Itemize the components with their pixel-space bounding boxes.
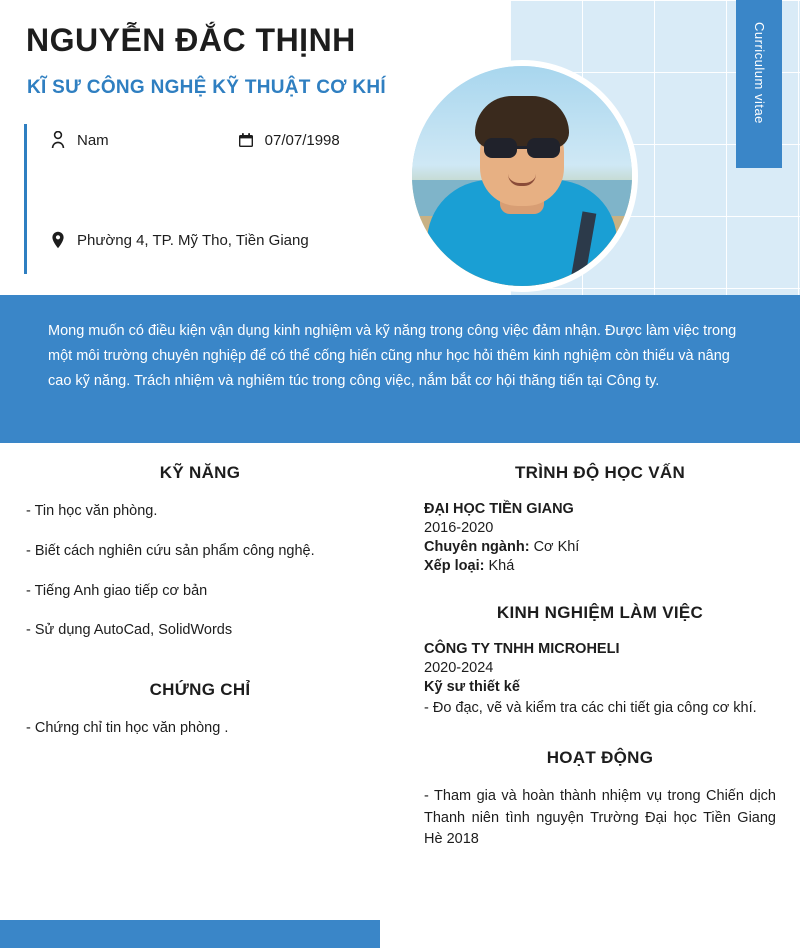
avatar <box>406 60 638 292</box>
section-title-education: TRÌNH ĐỘ HỌC VẤN <box>514 463 686 482</box>
skill-item: - Tin học văn phòng. <box>26 503 158 519</box>
portrait-photo <box>412 66 632 286</box>
info-row-personal <box>49 124 444 156</box>
experience-company: CÔNG TY TNHH MICROHELI <box>424 641 620 657</box>
education-major-label: Chuyên ngành: <box>424 539 530 555</box>
education-grade <box>424 558 776 574</box>
education-major-value: Cơ Khí <box>533 539 580 555</box>
curriculum-vitae-tab <box>736 0 782 168</box>
curriculum-vitae-label: Curriculum vitae <box>752 22 767 124</box>
experience-description: - Đo đạc, vẽ và kiểm tra các chi tiết gia công cơ khí. <box>424 700 757 716</box>
body-columns <box>0 443 800 921</box>
experience-role-label: Kỹ sư thiết kế <box>424 679 520 695</box>
skill-item: - Sử dụng AutoCad, SolidWords <box>26 622 233 639</box>
education-grade-value: Khá <box>488 558 515 574</box>
gender-value: Nam <box>77 131 109 149</box>
dob-value: 07/07/1998 <box>264 131 340 149</box>
page-title: NGUYỄN ĐẮC THỊNH <box>26 22 356 58</box>
education-years: 2016-2020 <box>424 520 494 536</box>
address-value: Phường 4, TP. Mỹ Tho, Tiền Giang <box>77 231 309 249</box>
skill-item: - Biết cách nghiên cứu sản phẩm công nghệ. <box>26 542 315 559</box>
education-school: ĐẠI HỌC TIỀN GIANG <box>424 501 574 517</box>
experience-years: 2020-2024 <box>424 660 494 676</box>
calendar-icon <box>237 130 255 150</box>
info-row-address <box>49 224 444 256</box>
right-column <box>400 443 800 921</box>
contact-info-block <box>24 124 444 274</box>
section-title-certificates: CHỨNG CHỈ <box>149 680 251 699</box>
job-title: KĨ SƯ CÔNG NGHỆ KỸ THUẬT CƠ KHÍ <box>27 77 386 98</box>
experience-role <box>424 679 776 695</box>
section-title-activities: HOẠT ĐỘNG <box>546 747 654 767</box>
person-icon <box>49 130 67 150</box>
gender-pair <box>49 130 109 150</box>
certificate-item: - Chứng chỉ tin học văn phòng . <box>26 720 229 736</box>
section-title-skills: KỸ NĂNG <box>159 463 241 482</box>
section-title-experience: KINH NGHIỆM LÀM VIỆC <box>496 603 704 622</box>
activities-description: - Tham gia và hoàn thành nhiệm vụ trong Chiến dịch Thanh niên tình nguyện Trường Đại học Tiền Giang Hè 2018 <box>424 787 776 848</box>
education-major <box>424 539 776 555</box>
experience-entry <box>424 641 776 720</box>
dob-pair <box>237 130 340 150</box>
education-entry <box>424 501 776 574</box>
career-objective: Mong muốn có điều kiện vận dụng kinh nghiệm và kỹ năng trong công việc đảm nhận. Được làm việc trong một môi trường chuyên nghiệp để có thể cống hiến cũng như học hỏi thêm kinh nghiệm còn thiếu và nâng cao kỹ năng. Trách nhiệm và nghiêm túc trong công việc, nắm bắt cơ hội thăng tiến tại Công ty. <box>0 295 800 443</box>
location-pin-icon <box>49 230 67 250</box>
education-grade-label: Xếp loại: <box>424 558 485 574</box>
left-column <box>0 443 400 921</box>
footer-accent-bar <box>0 920 380 948</box>
header <box>0 0 800 295</box>
skill-item: - Tiếng Anh giao tiếp cơ bản <box>26 582 208 599</box>
